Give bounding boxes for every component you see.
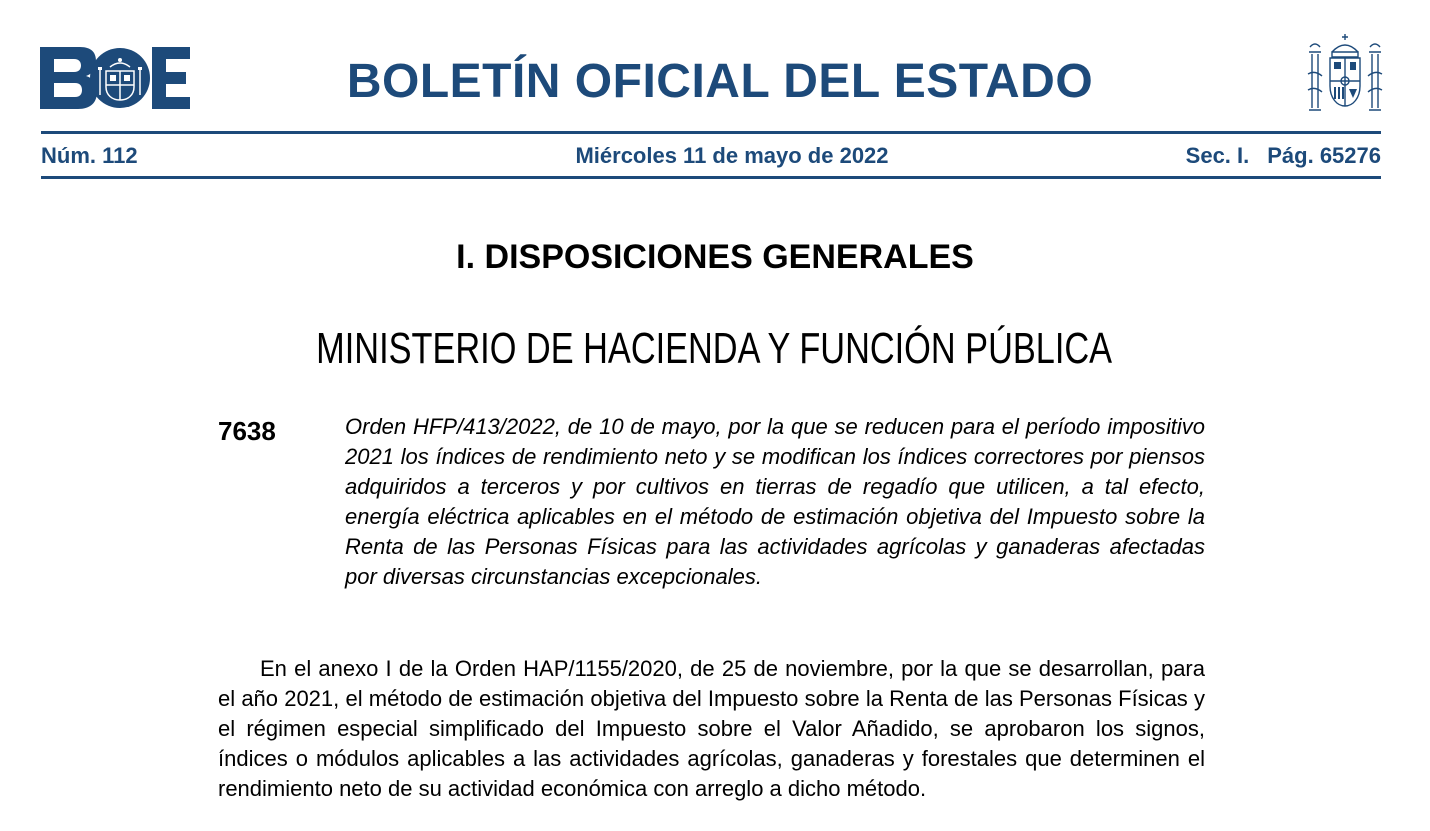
- issue-number: Núm. 112: [41, 143, 138, 168]
- section-label: Sec. I.: [1185, 143, 1250, 168]
- header-rule-bottom: [41, 176, 1381, 179]
- body-paragraph: En el anexo I de la Orden HAP/1155/2020, de 25 de noviembre, por la que se desarrollan, para el año 2021, el método de estimación objetiva del Impuesto sobre la Renta de las Personas Físicas y el régimen especial simplificado del Impuesto sobre el Valor Añadido, se aprobaron los signos, índices o módulos aplicables a las actividades agrícolas, ganaderas y forestales que determinen el rendimiento neto de su actividad económica con arreglo a dicho método.: [218, 656, 1205, 801]
- page-number: Pág. 65276: [1267, 143, 1381, 168]
- issue-date: Miércoles 11 de mayo de 2022: [575, 143, 889, 168]
- issue-info-bar: [41, 142, 1381, 170]
- section-page: [1186, 142, 1381, 170]
- coat-of-arms-icon: [1306, 34, 1384, 116]
- order-summary: Orden HFP/413/2022, de 10 de mayo, por la que se reducen para el período impositivo 2021 los índices de rendimiento neto y se modifican los índices correctores por piensos adquiridos a terceros y por cultivos en tierras de regadío que utilicen, a tal efecto, energía eléctrica aplicables en el método de estimación objetiva del Impuesto sobre la Renta de las Personas Físicas para las actividades agrícolas y ganaderas afectadas por diversas circunstancias excepcionales.: [345, 414, 1205, 589]
- masthead-title: BOLETÍN OFICIAL DEL ESTADO: [346, 55, 1094, 108]
- header-rule-top: [41, 131, 1381, 134]
- order-number: 7638: [218, 416, 276, 446]
- section-heading: I. DISPOSICIONES GENERALES: [456, 238, 974, 276]
- ministry-heading: MINISTERIO DE HACIENDA Y FUNCIÓN PÚBLICA: [316, 324, 1113, 373]
